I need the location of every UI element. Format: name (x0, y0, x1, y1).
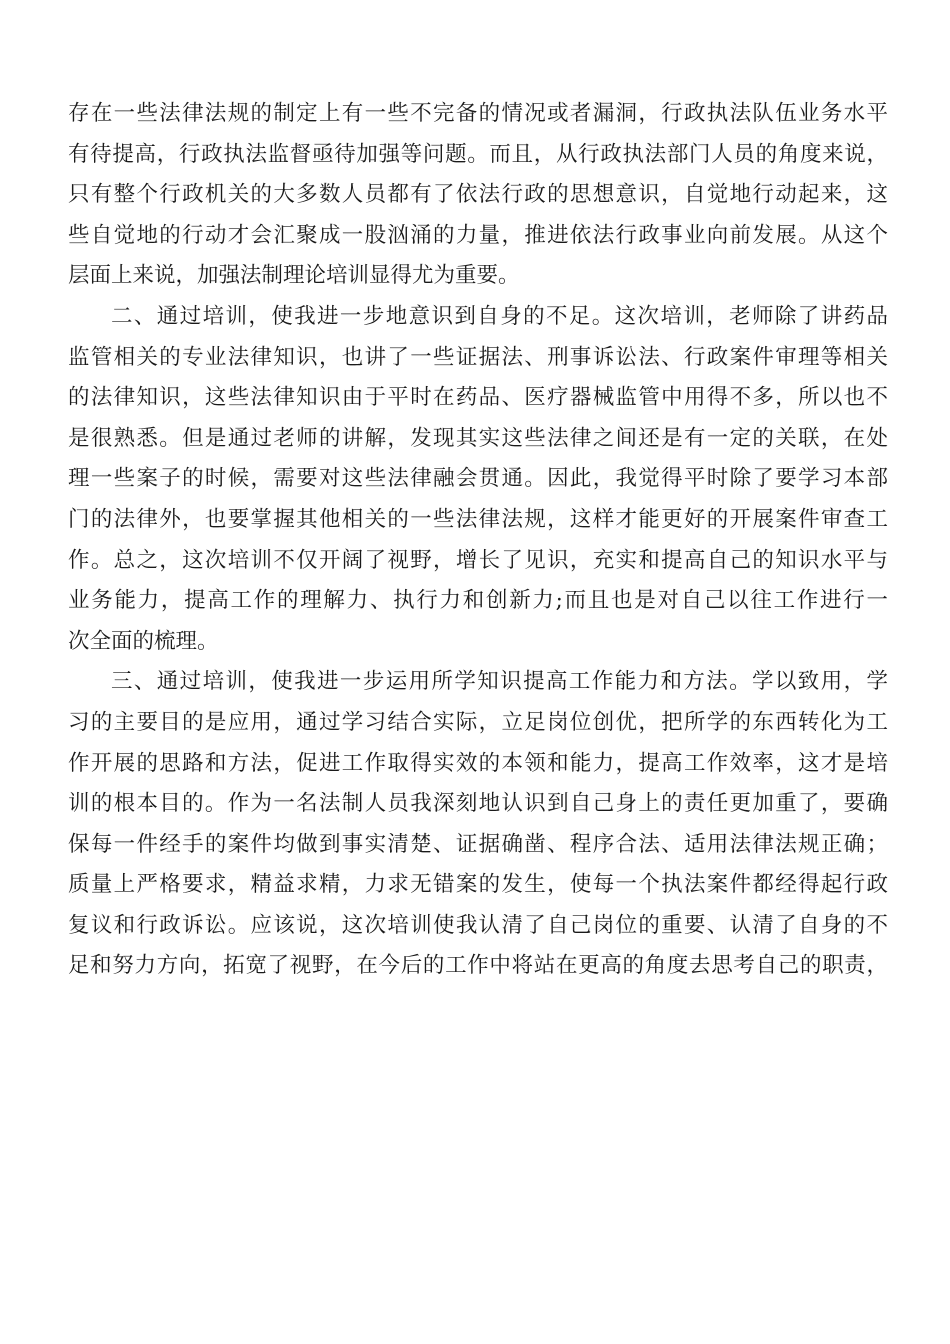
text-line: 门的法律外，也要掌握其他相关的一些法律法规，这样才能更好的开展案件审查工 (68, 506, 888, 532)
text-line: 作开展的思路和方法，促进工作取得实效的本领和能力，提高工作效率，这才是培 (68, 750, 888, 776)
text-line: 训的根本目的。作为一名法制人员我深刻地认识到自己身上的责任更加重了，要确 (68, 791, 888, 817)
text-line: 质量上严格要求，精益求精，力求无错案的发生，使每一个执法案件都经得起行政 (68, 872, 888, 898)
text-line: 习的主要目的是应用，通过学习结合实际，立足岗位创优，把所学的东西转化为工 (68, 709, 888, 735)
text-line: 理一些案子的时候，需要对这些法律融会贯通。因此，我觉得平时除了要学习本部 (68, 466, 888, 492)
text-line: 层面上来说，加强法制理论培训显得尤为重要。 (68, 263, 520, 289)
text-line: 只有整个行政机关的大多数人员都有了依法行政的思想意识，自觉地行动起来，这 (68, 182, 888, 208)
text-line: 是很熟悉。但是通过老师的讲解，发现其实这些法律之间还是有一定的关联，在处 (68, 425, 888, 451)
text-line: 业务能力，提高工作的理解力、执行力和创新力;而且也是对自己以往工作进行一 (68, 588, 888, 614)
text-line: 有待提高，行政执法监督亟待加强等问题。而且，从行政执法部门人员的角度来说， (68, 141, 888, 167)
text-line: 复议和行政诉讼。应该说，这次培训使我认清了自己岗位的重要、认清了自身的不 (68, 912, 888, 938)
text-line: 存在一些法律法规的制定上有一些不完备的情况或者漏洞，行政执法队伍业务水平 (68, 101, 888, 126)
paragraph-first-line: 三、通过培训，使我进一步运用所学知识提高工作能力和方法。学以致用，学 (111, 669, 888, 695)
text-line: 次全面的梳理。 (68, 628, 219, 654)
text-line: 的法律知识，这些法律知识由于平时在药品、医疗器械监管中用得不多，所以也不 (68, 385, 888, 411)
text-line: 些自觉地的行动才会汇聚成一股汹涌的力量，推进依法行政事业向前发展。从这个 (68, 222, 888, 248)
text-line: 足和努力方向，拓宽了视野，在今后的工作中将站在更高的角度去思考自己的职责， (68, 953, 888, 979)
text-line: 保每一件经手的案件均做到事实清楚、证据确凿、程序合法、适用法律法规正确； (68, 831, 888, 857)
document-body (68, 94, 888, 987)
text-line: 作。总之，这次培训不仅开阔了视野，增长了见识，充实和提高自己的知识水平与 (68, 547, 888, 573)
paragraph-first-line: 二、通过培训，使我进一步地意识到自身的不足。这次培训，老师除了讲药品 (111, 303, 888, 329)
text-line: 监管相关的专业法律知识，也讲了一些证据法、刑事诉讼法、行政案件审理等相关 (68, 344, 888, 370)
